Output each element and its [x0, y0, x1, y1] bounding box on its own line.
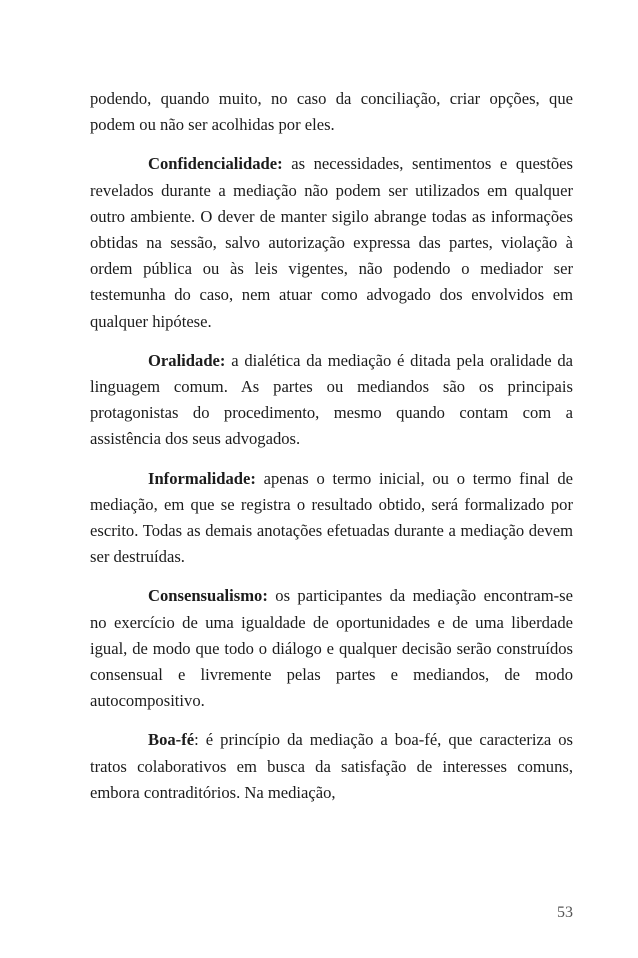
paragraph-text: a dialética da mediação é ditada pela oralidade da linguagem comum. As partes ou mediandos são os principais protagonistas do procedimento, mesmo quando contam com a assistência dos seus advogados.: [90, 350, 573, 449]
paragraph-text: apenas o termo inicial, ou o termo final de mediação, em que se registra o resultado obtido, será formalizado por escrito. Todas as demais anotações efetuadas durante a mediação devem ser destruídas.: [90, 468, 573, 567]
paragraph-text: os participantes da mediação encontram-se no exercício de uma igualdade de oportunidades e de uma liberdade igual, de modo que todo o diálogo e qualquer decisão serão construídos consensual e livremente pelas partes e mediandos, de modo autocompositivo.: [90, 586, 573, 711]
term-oralidade: Oralidade:: [148, 350, 226, 370]
paragraph-continuation: [90, 86, 573, 138]
paragraph-informalidade: [90, 466, 573, 571]
page-number: 53: [557, 904, 573, 921]
paragraph-text: as necessidades, sentimentos e questões revelados durante a mediação não podem ser utilizados em qualquer outro ambiente. O dever de manter sigilo abrange todas as informações obtidas na sessão, salvo autorização expressa das partes, violação à ordem pública ou às leis vigentes, não podendo o mediador ser testemunha do caso, nem atuar como advogado dos envolvidos em qualquer hipótese.: [90, 154, 573, 331]
paragraph-text: é princípio da mediação a boa-fé, que caracteriza os tratos colaborativos em busca da satisfação de interesses comuns, embora contraditórios. Na mediação,: [90, 730, 573, 802]
term-boa-fe: Boa-fé: [148, 730, 195, 750]
paragraph-boa-fe: Boa-fé: é princípio da mediação a boa-fé, que caracteriza os tratos colaborativos em busca da satisfação de interesses comuns, embora contraditórios. Na mediação,: [90, 730, 573, 802]
paragraph-confidencialidade: [90, 151, 573, 334]
paragraph-text: podendo, quando muito, no caso da conciliação, criar opções, que podem ou não ser acolhidas por eles.: [90, 89, 573, 135]
term-consensualismo: Consensualismo:: [148, 586, 268, 606]
body-text: [90, 86, 573, 819]
term-confidencialidade: Confidencialidade:: [148, 154, 283, 174]
paragraph-oralidade: [90, 348, 573, 453]
paragraph-consensualismo: [90, 583, 573, 714]
term-informalidade: Informalidade:: [148, 468, 256, 488]
